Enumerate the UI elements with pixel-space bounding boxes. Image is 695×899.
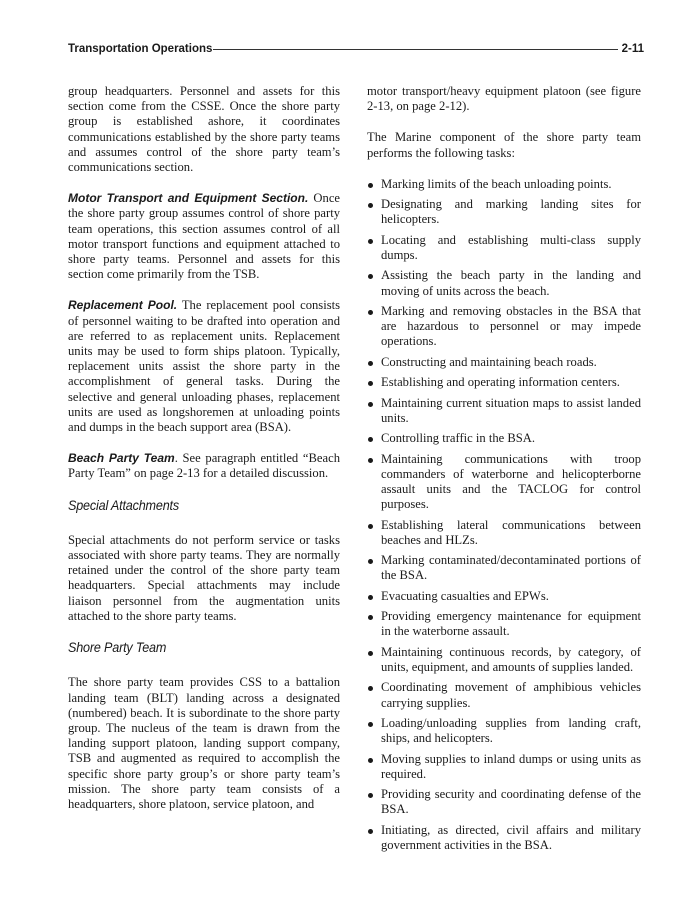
task-text: Coordinating movement of amphibious vehicles carrying supplies.: [381, 680, 641, 710]
bullet-icon: [368, 651, 373, 656]
header-rule: [213, 49, 617, 50]
task-item: [367, 553, 641, 583]
beach-party-team-paragraph: [68, 451, 340, 481]
task-text: Establishing and operating information centers.: [381, 375, 620, 390]
bullet-icon: [368, 524, 373, 529]
task-text: Constructing and maintaining beach roads.: [381, 354, 597, 369]
task-text: Marking and removing obstacles in the BSA that are hazardous to personnel or may impede operations.: [381, 303, 641, 349]
task-item: [367, 716, 641, 746]
task-item: [367, 375, 641, 390]
task-item: [367, 609, 641, 639]
task-text: Providing security and coordinating defense of the BSA.: [381, 787, 641, 817]
beach-party-team-heading: Beach Party Team: [68, 451, 175, 466]
task-item: [367, 680, 641, 710]
right-column: [367, 84, 641, 858]
task-item: [367, 589, 641, 604]
bullet-icon: [368, 361, 373, 366]
bullet-icon: [368, 274, 373, 279]
task-list: [367, 177, 641, 853]
special-attachments-paragraph: Special attachments do not perform service or tasks associated with shore party teams. They are normally retained under the control of the shore party team headquarters. Special attachments may include liaison personnel from the augmentation units attached to the shore party teams.: [68, 532, 340, 623]
task-item: [367, 823, 641, 853]
motor-transport-heading: Motor Transport and Equipment Section.: [68, 191, 309, 206]
task-item: [367, 645, 641, 675]
bullet-icon: [368, 615, 373, 620]
bullet-icon: [368, 595, 373, 600]
shore-party-team-paragraph: The shore party team provides CSS to a battalion landing team (BLT) landing across a designated (numbered) beach. It is subordinate to the shore party group. The nucleus of the team is drawn from the landing support platoon, landing support company, TSB and augmented as required to accomplish the specific shore party group’s or shore party team’s mission. The shore party team consists of a headquarters, shore platoon, service platoon, and: [68, 675, 340, 811]
paragraph-continued: group headquarters. Personnel and assets for this section come from the CSSE. Once the shore party group is established ashore, it coordinates communications established by the shore party teams and assumes control of the shore party team’s communications section.: [68, 84, 340, 175]
task-item: [367, 304, 641, 350]
task-item: [367, 431, 641, 446]
task-item: [367, 787, 641, 817]
task-text: Initiating, as directed, civil affairs and military government activities in the BSA.: [381, 822, 641, 852]
task-text: Designating and marking landing sites for helicopters.: [381, 197, 641, 227]
left-column: [68, 84, 340, 828]
bullet-icon: [368, 203, 373, 208]
running-header: [68, 41, 644, 57]
task-text: Maintaining current situation maps to assist landed units.: [381, 395, 641, 425]
bullet-icon: [368, 686, 373, 691]
task-item: [367, 355, 641, 370]
replacement-pool-paragraph: [68, 298, 340, 435]
bullet-icon: [368, 183, 373, 188]
task-text: Locating and establishing multi-class supply dumps.: [381, 232, 641, 262]
bullet-icon: [368, 310, 373, 315]
task-text: Maintaining communications with troop commanders of waterborne and helicopterborne assault units and the TACLOG for control purposes.: [381, 451, 641, 512]
task-item: [367, 396, 641, 426]
shore-party-team-heading: Shore Party Team: [68, 639, 167, 656]
task-item: [367, 197, 641, 227]
task-text: Maintaining continuous records, by category, of units, equipment, and amounts of supplies landed.: [381, 644, 641, 674]
bullet-icon: [368, 239, 373, 244]
bullet-icon: [368, 437, 373, 442]
motor-transport-text: Once the shore party group assumes control of shore party team operations, this section assumes control of all motor transport functions and equipment attached to shore party teams. Personnel and assets for this section come primarily from the TSB.: [68, 191, 340, 282]
task-item: [367, 752, 641, 782]
task-item: [367, 452, 641, 513]
bullet-icon: [368, 829, 373, 834]
task-item: [367, 177, 641, 192]
motor-transport-paragraph: [68, 191, 340, 282]
bullet-icon: [368, 758, 373, 763]
page-number: 2-11: [621, 43, 644, 55]
task-item: [367, 268, 641, 298]
bullet-icon: [368, 722, 373, 727]
task-text: Evacuating casualties and EPWs.: [381, 588, 549, 603]
bullet-icon: [368, 793, 373, 798]
task-text: Loading/unloading supplies from landing craft, ships, and helicopters.: [381, 715, 641, 746]
task-text: Marking limits of the beach unloading points.: [381, 176, 612, 191]
task-text: Providing emergency maintenance for equipment in the waterborne assault.: [381, 609, 641, 639]
beach-party-team-text: . See paragraph entitled “Beach Party Team” on page 2-13 for a detailed discussion.: [68, 451, 340, 481]
task-text: Establishing lateral communications between beaches and HLZs.: [381, 517, 641, 547]
task-text: Moving supplies to inland dumps or using units as required.: [381, 751, 641, 781]
task-text: Assisting the beach party in the landing and moving of units across the beach.: [381, 268, 641, 298]
paragraph-continued-right: motor transport/heavy equipment platoon (see figure 2-13, on page 2-12).: [367, 84, 641, 114]
special-attachments-heading: Special Attachments: [68, 496, 179, 513]
task-text: Marking contaminated/decontaminated portions of the BSA.: [381, 553, 641, 583]
replacement-pool-text: The replacement pool consists of personnel waiting to be drafted into operation and are referred to as replacement units. Replacement units may be used to form ships platoon. Typically, replacement units assist the shore party in the accomplishment of general tasks. During the selective and general unloading phases, replacement units are used as longshoremen at unloading points and dumps in the beach support area (BSA).: [68, 298, 340, 435]
bullet-icon: [368, 559, 373, 564]
tasks-intro: The Marine component of the shore party team performs the following tasks:: [367, 130, 641, 160]
bullet-icon: [368, 402, 373, 407]
bullet-icon: [368, 381, 373, 386]
task-item: [367, 233, 641, 263]
task-item: [367, 518, 641, 548]
task-text: Controlling traffic in the BSA.: [381, 431, 536, 446]
bullet-icon: [368, 458, 373, 463]
replacement-pool-heading: Replacement Pool.: [68, 298, 178, 313]
chapter-title: Transportation Operations: [68, 43, 213, 55]
